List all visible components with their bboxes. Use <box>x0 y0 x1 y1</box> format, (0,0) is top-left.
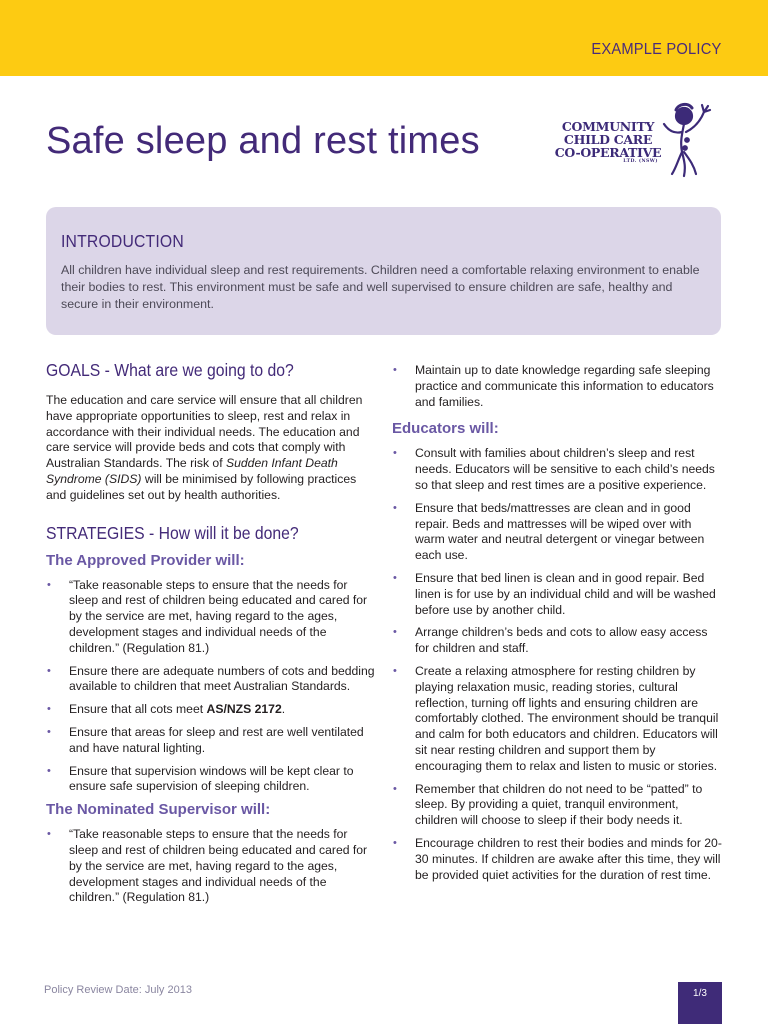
goals-text-part-1: The education and care service will ensure that all children have appropriate opportunities to sleep, rest and relax in accordance with their individual needs. The education and care service will provide beds and cots that comply with Australian Standards. The risk of <box>46 393 363 471</box>
left-column <box>46 360 376 906</box>
list-item: • Ensure there are adequate numbers of cots and bedding available to children that meet Australian Standards. <box>46 664 376 696</box>
introduction-box <box>46 207 721 335</box>
list-item: • “Take reasonable steps to ensure that the needs for sleep and rest of children being educated and cared for by the service are met, having regard to the ages, development stages and individual needs of the children.” (Regulation 81.) <box>46 578 376 657</box>
nominated-supervisor-list-continued <box>392 363 722 410</box>
list-item: • Ensure that areas for sleep and rest are well ventilated and have natural lighting. <box>46 725 376 757</box>
introduction-text: All children have individual sleep and rest requirements. Children need a comfortable relaxing environment to enable their bodies to rest. This environment must be safe and well supervised to ensure children are safe, healthy and secure in their environment. <box>61 263 700 311</box>
approved-provider-heading: The Approved Provider will: <box>46 551 245 569</box>
header-bar <box>0 0 768 76</box>
community-child-care-logo <box>548 102 724 182</box>
educators-list <box>392 446 722 883</box>
goals-text-part-2: will be minimised by following practices and guidelines set out by health authorities. <box>46 471 357 502</box>
educators-heading: Educators will: <box>392 420 499 438</box>
page-title: Safe sleep and rest times <box>46 120 480 162</box>
list-item: • Remember that children do not need to be “patted” to sleep. By providing a quiet, tranquil environment, children will choose to sleep if their body needs it. <box>392 782 722 829</box>
introduction-heading: INTRODUCTION <box>61 231 184 251</box>
list-item: • Ensure that bed linen is clean and in good repair. Bed linen is for use by an individual child and will be washed before use by another child. <box>392 571 722 618</box>
page-number: 1/3 <box>678 982 722 1024</box>
list-item: • Arrange children’s beds and cots to allow easy access for children and staff. <box>392 625 722 657</box>
child-figure-icon <box>660 102 724 182</box>
logo-line-1: COMMUNITY <box>561 119 655 134</box>
logo-line-3: CO-OPERATIVE <box>554 145 662 160</box>
logo-text <box>548 120 668 165</box>
list-item: • Encourage children to rest their bodies and minds for 20-30 minutes. If children are awake after this time, they will be provided quiet activities for the duration of rest time. <box>392 836 722 883</box>
approved-provider-list <box>46 578 376 796</box>
policy-review-date: Policy Review Date: July 2013 <box>44 984 192 996</box>
list-item: • Maintain up to date knowledge regarding safe sleeping practice and communicate this information to educators and families. <box>392 363 722 410</box>
list-item: • Create a relaxing atmosphere for resting children by playing relaxation music, reading stories, cultural reflection, turning off lights and ensuring children are comfortably clothed. The environment should be tranquil and calm for both educators and children. Educators will sit near resting children and support them by encouraging them to relax and listen to music or stories. <box>392 664 722 775</box>
list-item: • Consult with families about children’s sleep and rest needs. Educators will be sensitive to each child’s needs so that sleep and rest times are a positive experience. <box>392 446 722 493</box>
list-item: • Ensure that beds/mattresses are clean and in good repair. Beds and mattresses will be wiped over with warm water and neutral detergent or vinegar between each use. <box>392 501 722 564</box>
goals-heading: GOALS - What are we going to do? <box>46 360 294 380</box>
list-item: • Ensure that supervision windows will be kept clear to ensure safe supervision of sleeping children. <box>46 764 376 796</box>
list-item <box>46 702 376 718</box>
goals-text <box>46 393 376 504</box>
nominated-supervisor-list <box>46 827 376 906</box>
cots-standard: AS/NZS 2172 <box>206 702 282 717</box>
list-item: • “Take reasonable steps to ensure that the needs for sleep and rest of children being educated and cared for by the service are met, having regard to the ages, development stages and individual needs of the children.” (Regulation 81.) <box>46 827 376 906</box>
goals-text-sids: Sudden Infant Death Syndrome (SIDS) <box>46 456 338 486</box>
nominated-supervisor-heading: The Nominated Supervisor will: <box>46 801 271 819</box>
cots-text-end: . <box>281 702 286 717</box>
example-policy-label: EXAMPLE POLICY <box>591 41 722 58</box>
logo-line-4: LTD. (NSW) <box>623 159 658 164</box>
cots-text: Ensure that all cots meet <box>69 702 204 717</box>
logo-line-2: CHILD CARE <box>563 132 653 147</box>
right-column <box>392 363 722 883</box>
strategies-heading: STRATEGIES - How will it be done? <box>46 522 299 543</box>
